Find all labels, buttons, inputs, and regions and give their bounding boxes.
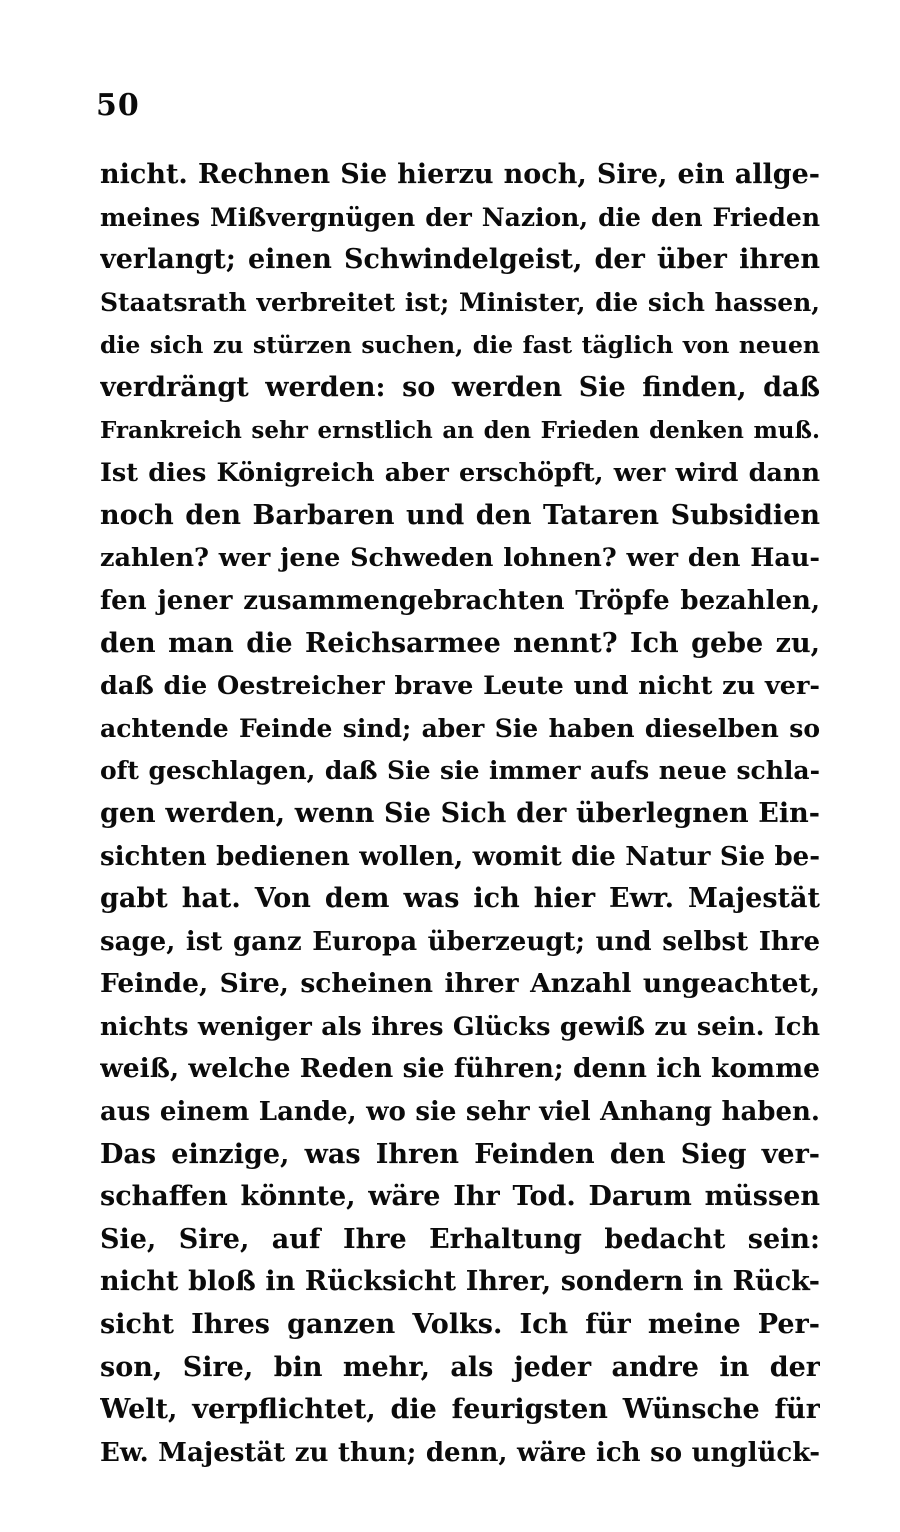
text-line: oft geschlagen, daß Sie sie immer aufs neue schla-: [100, 756, 820, 786]
text-line: daß die Oestreicher brave Leute und nicht zu ver-: [100, 671, 820, 702]
text-line: sage, ist ganz Europa überzeugt; und selbst Ihre: [100, 926, 820, 957]
text-line: Ist dies Königreich aber erschöpft, wer wird dann: [100, 458, 820, 489]
body-text: [100, 154, 820, 1474]
text-line: nicht bloß in Rücksicht Ihrer, sondern in Rück-: [100, 1266, 820, 1298]
text-line: Ew. Majestät zu thun; denn, wäre ich so unglück-: [100, 1437, 820, 1468]
text-line: Welt, verpflichtet, die feurigsten Wünsche für: [100, 1394, 820, 1426]
text-line: zahlen? wer jene Schweden lohnen? wer den Hau-: [100, 543, 820, 574]
text-line: Sie, Sire, auf Ihre Erhaltung bedacht sein:: [100, 1223, 820, 1255]
text-line: verdrängt werden: so werden Sie finden, daß: [100, 371, 820, 403]
text-line: nicht. Rechnen Sie hierzu noch, Sire, ein allge-: [100, 159, 820, 190]
text-line: aus einem Lande, wo sie sehr viel Anhang haben.: [100, 1097, 820, 1128]
text-line: noch den Barbaren und den Tataren Subsidien: [100, 499, 820, 531]
text-line: Staatsrath verbreitet ist; Minister, die sich hassen,: [100, 287, 820, 317]
text-line: Feinde, Sire, scheinen ihrer Anzahl ungeachtet,: [100, 968, 820, 1000]
text-line: meines Mißvergnügen der Nazion, die den Frieden: [100, 202, 820, 232]
text-line: nichts weniger als ihres Glücks gewiß zu sein. Ich: [100, 1011, 820, 1042]
text-line: sicht Ihres ganzen Volks. Ich für meine Per-: [100, 1309, 820, 1341]
text-line: Das einzige, was Ihren Feinden den Sieg ver-: [100, 1138, 820, 1170]
page-number: 50: [96, 88, 140, 123]
text-line: die sich zu stürzen suchen, die fast täglich von neuen: [100, 331, 820, 360]
text-line: Frankreich sehr ernstlich an den Frieden denken muß.: [100, 416, 820, 444]
text-line: gen werden, wenn Sie Sich der überlegnen Ein-: [100, 797, 820, 829]
text-line: achtende Feinde sind; aber Sie haben dieselben so: [100, 713, 820, 743]
text-line: den man die Reichsarmee nennt? Ich gebe zu,: [100, 627, 820, 659]
text-line: verlangt; einen Schwindelgeist, der über ihren: [100, 244, 820, 276]
text-line: weiß, welche Reden sie führen; denn ich komme: [100, 1053, 820, 1085]
text-line: schaffen könnte, wäre Ihr Tod. Darum müssen: [100, 1181, 820, 1213]
text-line: fen jener zusammengebrachten Tröpfe bezahlen,: [100, 585, 820, 616]
text-line: son, Sire, bin mehr, als jeder andre in der: [100, 1351, 820, 1383]
text-line: sichten bedienen wollen, womit die Natur Sie be-: [100, 841, 820, 872]
text-line: gabt hat. Von dem was ich hier Ewr. Majestät: [100, 883, 820, 915]
